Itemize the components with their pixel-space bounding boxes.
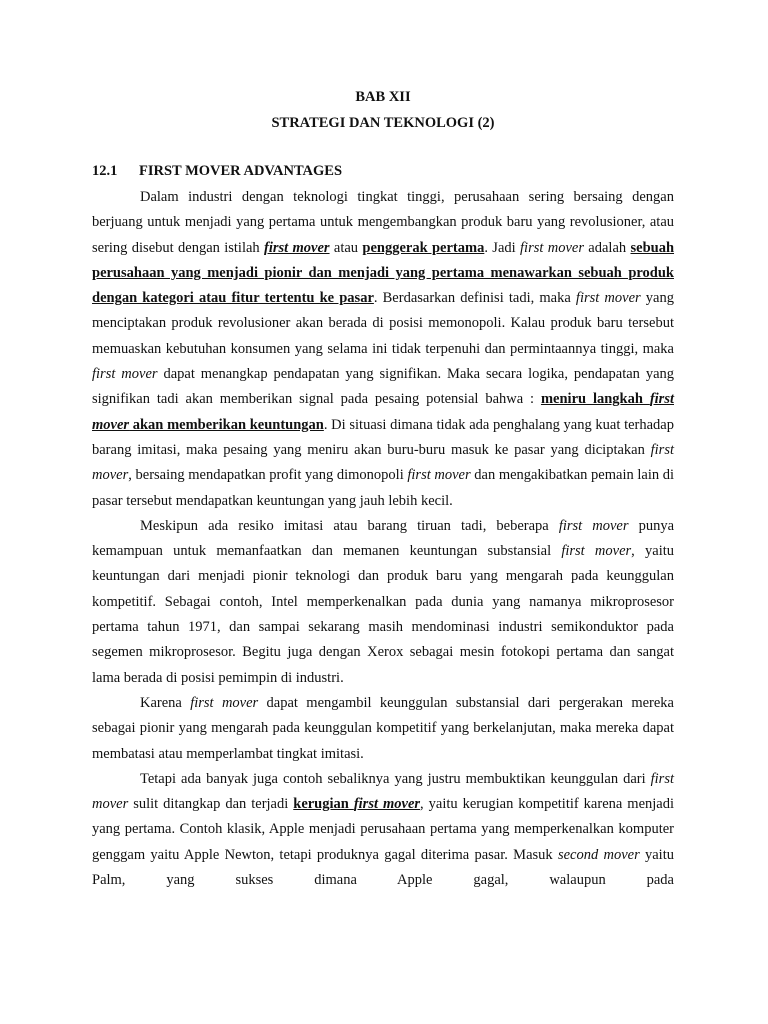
text-run: . Berdasarkan definisi tadi, maka — [373, 290, 576, 307]
text-run: dapat menangkap pendapatan yang signifikan. Maka secara logika, pendapatan yang signifikan tadi akan memberikan signal pada pesaing potensial bahwa : — [92, 366, 675, 408]
text-run: punya kemampuan untuk memanfaatkan dan memanen keuntungan substansial — [92, 517, 675, 560]
text-run: atau — [329, 239, 363, 256]
text-run: Karena — [140, 694, 191, 711]
text-run: adalah — [583, 239, 631, 256]
text-run: yaitu Palm, yang sukses dimana Apple gagal, walaupun pada — [92, 846, 674, 889]
text-run: , yaitu keuntungan dari menjadi pionir teknologi dan produk baru yang mengarah pada keunggulan kompetitif. Sebagai contoh, Intel memperkenalkan pada dunia yang namanya mikroprosesor pertama tahun 1971, dan sampai sekarang masih mendominasi industri semikonduktor pada segemen mikroprosesor. Begitu juga dengan Xerox sebagai mesin fotokopi pertama dan sangat lama berada di posisi pemimpin di industri. — [92, 543, 675, 686]
emphasis-run: meniru langkah — [540, 391, 650, 408]
paragraph — [92, 767, 674, 893]
emphasis-run: first mover — [190, 694, 259, 711]
text-run: Tetapi ada banyak juga contoh sebaliknya yang justru membuktikan keunggulan dari — [140, 770, 651, 787]
paragraph — [92, 185, 674, 514]
text-run: , bersaing mendapatkan profit yang dimonopoli — [128, 467, 408, 484]
emphasis-run: first mover — [558, 517, 629, 534]
paragraph — [92, 691, 674, 767]
emphasis-run: sebuah perusahaan yang menjadi pionir dan menjadi yang pertama menawarkan sebuah produk dengan kategori atau fitur tertentu ke pasar — [92, 239, 675, 307]
body-text — [92, 185, 674, 893]
text-run: . Di situasi dimana tidak ada penghalang yang kuat terhadap barang imitasi, maka pesaing yang meniru akan buru-buru masuk ke pasar yang diciptakan — [92, 416, 674, 458]
text-run: sulit ditangkap dan terjadi — [128, 796, 294, 813]
emphasis-run: second mover — [557, 846, 640, 863]
chapter-title: STRATEGI DAN TEKNOLOGI (2) — [271, 115, 495, 131]
section-number: 12.1 — [92, 163, 118, 179]
text-run: , yaitu kerugian kompetitif karena menjadi yang pertama. Contoh klasik, Apple menjadi perusahaan pertama yang memperkenalkan komputer genggam yaitu Apple Newton, tetapi produknya gagal diterima pasar. Masuk — [92, 796, 674, 863]
emphasis-run: first mover — [92, 391, 674, 433]
text-run: yang menciptakan produk revolusioner akan berada di posisi memonopoli. Kalau produk baru tersebut memuaskan kebutuhan konsumen yang selama ini tidak terpenuhi dan permintaannya tinggi, maka — [92, 290, 674, 357]
text-run: . Jadi — [484, 239, 521, 256]
text-run: dan mengakibatkan pemain lain di pasar tersebut mendapatkan keuntungan yang jauh lebih kecil. — [92, 467, 675, 509]
paragraph — [92, 514, 674, 691]
emphasis-run: kerugian — [293, 796, 354, 813]
emphasis-run: first mover — [407, 467, 471, 484]
emphasis-run: first mover — [575, 290, 641, 307]
emphasis-run: first mover — [561, 543, 632, 560]
section-heading — [92, 162, 674, 180]
emphasis-run: first mover — [92, 441, 674, 484]
text-run: Dalam industri dengan teknologi tingkat tinggi, perusahaan sering bersaing dengan berjuang untuk menjadi yang pertama untuk mengembangkan produk baru yang revolusioner, atau sering disebut dengan istilah — [92, 189, 674, 256]
chapter-label: BAB XII — [355, 89, 411, 105]
emphasis-run: first mover — [353, 796, 421, 813]
text-run: dapat mengambil keunggulan substansial dari pergerakan mereka sebagai pionir yang mengarah pada keunggulan kompetitif yang berkelanjutan, maka mereka dapat membatasi atau memperlambat tingkat imitasi. — [92, 694, 674, 762]
emphasis-run: first mover — [520, 239, 584, 256]
text-run: Meskipun ada resiko imitasi atau barang tiruan tadi, beberapa — [140, 517, 559, 534]
emphasis-run: first mover — [264, 239, 330, 256]
emphasis-run: first mover — [92, 366, 158, 383]
emphasis-run: first mover — [92, 770, 674, 813]
section-title: FIRST MOVER ADVANTAGES — [139, 163, 343, 179]
emphasis-run: penggerak pertama — [362, 239, 485, 256]
emphasis-run: akan memberikan keuntungan — [129, 416, 324, 433]
